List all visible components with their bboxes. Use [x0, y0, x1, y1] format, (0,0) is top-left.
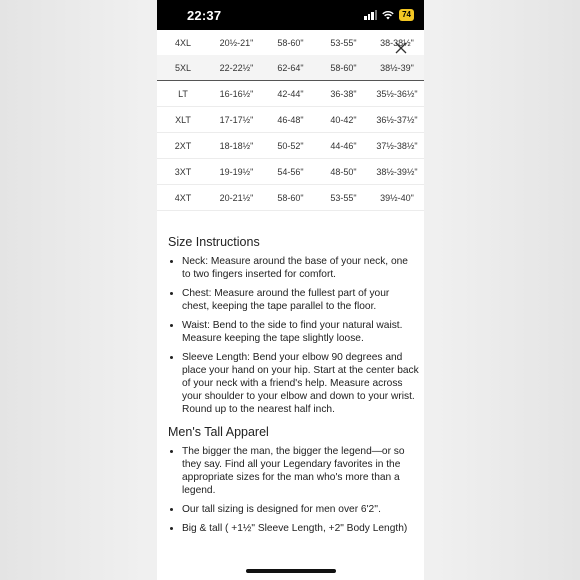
table-row [157, 107, 424, 133]
size-cell: 2XT [157, 133, 209, 159]
mens-tall-heading: Men's Tall Apparel [168, 425, 269, 439]
list-item: • Waist: Bend to the side to find your natural waist. Measure keeping the tape slightly loose. [182, 319, 419, 345]
neck-cell: 20½-21" [219, 37, 254, 48]
size-chart-table [157, 30, 424, 211]
neck-cell: 17-17½" [209, 107, 264, 133]
waist-cell: 53-55" [330, 37, 357, 48]
waist-cell: 40-42" [317, 107, 370, 133]
list-item: • Our tall sizing is designed for men over 6'2''. [182, 503, 419, 516]
table-row [157, 55, 424, 81]
mens-tall-list [168, 445, 419, 535]
sleeve-cell: 35½-36½" [370, 81, 424, 107]
size-cell: LT [157, 81, 209, 107]
size-instructions-list [168, 255, 419, 416]
cellular-signal-icon [364, 10, 377, 20]
chest-cell: 42-44" [264, 81, 317, 107]
wifi-icon [382, 10, 394, 20]
size-cell: 4XL [174, 37, 191, 48]
status-time: 22:37 [187, 7, 222, 23]
size-guide-content [157, 211, 424, 535]
home-indicator[interactable] [246, 569, 336, 573]
sleeve-cell: 36½-37½" [370, 107, 424, 133]
sleeve-cell: 38-38½" [380, 37, 414, 48]
chest-cell: 58-60" [264, 185, 317, 211]
chest-cell: 54-56" [264, 159, 317, 185]
neck-cell: 22-22½" [209, 55, 264, 81]
status-icons [364, 9, 414, 21]
waist-cell: 58-60" [317, 55, 370, 81]
table-row [157, 159, 424, 185]
list-item: • Sleeve Length: Bend your elbow 90 degrees and place your hand on your hip. Start at the center back of your neck with a friend's help. Measure across your shoulder to your elbow and down to your wrist. Round up to the nearest half inch. [182, 351, 419, 416]
list-item: • Big & tall ( +1½" Sleeve Length, +2" Body Length) [182, 522, 419, 535]
sleeve-cell: 38½-39" [370, 55, 424, 81]
sleeve-cell: 37½-38½" [370, 133, 424, 159]
sleeve-cell: 38½-39½" [370, 159, 424, 185]
list-item: • The bigger the man, the bigger the legend—or so they say. Find all your Legendary favorites in the appropriate sizes for the man who's more than a legend. [182, 445, 419, 497]
table-row [157, 81, 424, 107]
waist-cell: 36-38" [317, 81, 370, 107]
list-item: • Chest: Measure around the fullest part of your chest, keeping the tape parallel to the floor. [182, 287, 419, 313]
list-item: • Neck: Measure around the base of your neck, one to two fingers inserted for comfort. [182, 255, 419, 281]
size-cell: 5XL [157, 55, 209, 81]
size-cell: 4XT [157, 185, 209, 211]
table-row [157, 133, 424, 159]
chest-cell: 46-48" [264, 107, 317, 133]
chest-cell: 50-52" [264, 133, 317, 159]
neck-cell: 18-18½" [209, 133, 264, 159]
neck-cell: 20-21½" [209, 185, 264, 211]
waist-cell: 53-55" [317, 185, 370, 211]
size-cell: 3XT [157, 159, 209, 185]
table-row [157, 30, 424, 55]
waist-cell: 44-46" [317, 133, 370, 159]
size-instructions-heading: Size Instructions [168, 235, 260, 249]
waist-cell: 48-50" [317, 159, 370, 185]
neck-cell: 19-19½" [209, 159, 264, 185]
neck-cell: 16-16½" [209, 81, 264, 107]
table-row [157, 185, 424, 211]
battery-icon: 74 [399, 9, 414, 21]
sleeve-cell: 39½-40" [370, 185, 424, 211]
phone-screen [157, 0, 424, 580]
chest-cell: 62-64" [264, 55, 317, 81]
status-bar [157, 0, 424, 30]
size-cell: XLT [157, 107, 209, 133]
chest-cell: 58-60" [277, 37, 304, 48]
close-icon[interactable] [394, 41, 408, 55]
